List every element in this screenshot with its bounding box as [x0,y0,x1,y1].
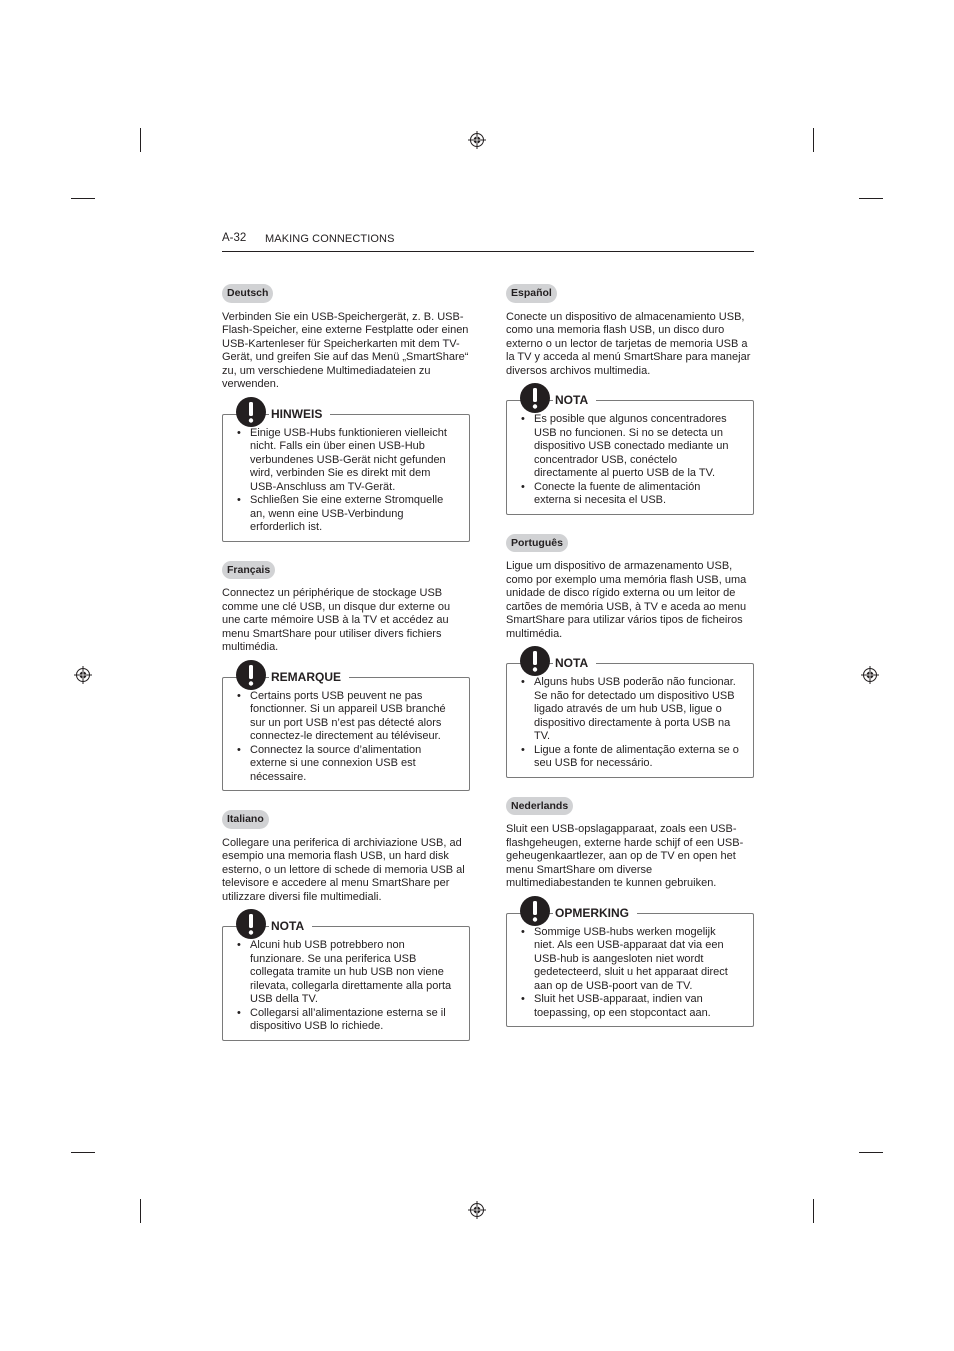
note-item: • Connectez la source d’alimentation externe si une connexion USB est nécessaire. [237,744,455,785]
exclamation-icon [519,382,551,414]
language-block-francais [222,560,470,792]
note-box [222,919,470,1041]
language-tag: Deutsch [222,284,273,303]
note-label: OPMERKING [553,906,637,920]
registration-mark-icon [74,666,92,684]
note-item: • Collegarsi all’alimentazione esterna se il dispositivo USB lo richiede. [237,1007,455,1034]
exclamation-icon [519,645,551,677]
language-block-portugues [506,533,754,778]
registration-mark-icon [468,131,486,149]
language-tag: Español [506,284,557,303]
note-list [521,676,739,771]
crop-mark [859,198,883,199]
crop-mark [813,1199,814,1223]
crop-mark [859,1152,883,1153]
note-box [222,669,470,792]
description-paragraph: Verbinden Sie ein USB-Speichergerät, z. B. USB-Flash-Speicher, eine externe Festplatte oder einen USB-Kartenleser für Speicherkarten mit dem TV-Gerät, und greifen Sie auf das Menü „SmartShare“ zu, um verschiedene Multimediadateien zu verwenden. [222,310,469,390]
description-paragraph: Conecte un dispositivo de almacenamiento USB, como una memoria flash USB, un disco duro externo o un lector de tarjetas de memoria USB a la TV y acceda al menú SmartShare para manejar diversos archivos multimedia. [506,310,751,377]
language-tag: Português [506,534,568,553]
registration-mark-icon [861,666,879,684]
note-list [237,690,455,785]
registration-mark-icon [468,1201,486,1219]
language-block-deutsch [222,283,470,542]
language-tag: Français [222,561,275,580]
language-block-italiano [222,809,470,1041]
language-block-espanol [506,283,754,515]
note-list [521,413,739,508]
note-label: HINWEIS [269,407,330,421]
note-item: • Sluit het USB-apparaat, indien van toepassing, op een stopcontact aan. [521,993,739,1020]
right-column [506,283,754,1045]
crop-mark [71,1152,95,1153]
note-item: • Einige USB-Hubs funktionieren vielleicht nicht. Falls ein über einen USB-Hub verbundenes USB-Gerät nicht gefunden wird, verbinden Sie es direkt mit dem USB-Anschluss am TV-Gerät. [237,427,455,495]
page-number: A-32 [222,232,247,244]
exclamation-icon [235,396,267,428]
note-item: • Sommige USB-hubs werken mogelijk niet. Als een USB-apparaat dat via een USB-hub is aangesloten niet wordt gedetecteerd, sluit u het apparaat direct aan op de USB-poort van de TV. [521,926,739,994]
language-tag: Italiano [222,810,269,829]
language-block-nederlands [506,796,754,1028]
note-label: NOTA [553,656,596,670]
note-item: • Alguns hubs USB poderão não funcionar. Se não for detectado um dispositivo USB ligado através de um hub USB, ligue o dispositivo directamente à porta USB na TV. [521,676,739,744]
note-label: NOTA [269,919,312,933]
note-item: • Certains ports USB peuvent ne pas fonctionner. Si un appareil USB branché sur un port USB n’est pas détecté alors connectez-le directement au téléviseur. [237,690,455,744]
crop-mark [71,198,95,199]
note-list [237,939,455,1034]
note-box [506,905,754,1028]
exclamation-icon [235,659,267,691]
left-column [222,283,470,1059]
crop-mark [813,128,814,152]
description-paragraph: Connectez un périphérique de stockage USB comme une clé USB, un disque dur externe ou une carte mémoire USB à la TV et accédez au menu SmartShare pour utiliser divers fichiers multimédia. [222,587,451,653]
note-box [506,656,754,778]
note-list [237,427,455,535]
note-item: • Alcuni hub USB potrebbero non funzionare. Se una periferica USB collegata tramite un hub USB non viene rilevata, collegarla direttamente alla porta USB della TV. [237,939,455,1007]
note-box [506,393,754,515]
note-item: • Conecte la fuente de alimentación externa si necesita el USB. [521,481,739,508]
note-box [222,406,470,542]
page-header [222,228,754,252]
exclamation-icon [519,895,551,927]
note-item: • Ligue a fonte de alimentação externa se o seu USB for necessário. [521,744,739,771]
language-tag: Nederlands [506,797,573,816]
section-title: MAKING CONNECTIONS [265,233,395,245]
note-item: • Schließen Sie eine externe Stromquelle an, wenn eine USB-Verbindung erforderlich ist. [237,494,455,535]
exclamation-icon [235,908,267,940]
note-item: • Es posible que algunos concentradores USB no funcionen. Si no se detecta un dispositivo USB conectado mediante un concentrador USB, conéctelo directamente al puerto USB de la TV. [521,413,739,481]
description-paragraph: Sluit een USB-opslagapparaat, zoals een USB-flashgeheugen, externe harde schijf of een USB-geheugenkaartlezer, aan op de TV en open het menu SmartShare om diverse multimediabestanden te kunnen gebruiken. [506,823,744,889]
note-list [521,926,739,1021]
note-label: REMARQUE [269,670,349,684]
description-paragraph: Collegare una periferica di archiviazione USB, ad esempio una memoria flash USB, un hard disk esterno, o un lettore di schede di memoria USB al televisore e accedere al menu SmartShare per utilizzare diversi file multimediali. [222,836,465,903]
crop-mark [140,1199,141,1223]
crop-mark [140,128,141,152]
description-paragraph: Ligue um dispositivo de armazenamento USB, como por exemplo uma memória flash USB, uma unidade de disco rígido externa ou um leitor de cartões de memória USB, à TV e aceda ao menu SmartShare para utilizar vários tipos de ficheiros multimédia. [506,560,747,640]
note-label: NOTA [553,393,596,407]
